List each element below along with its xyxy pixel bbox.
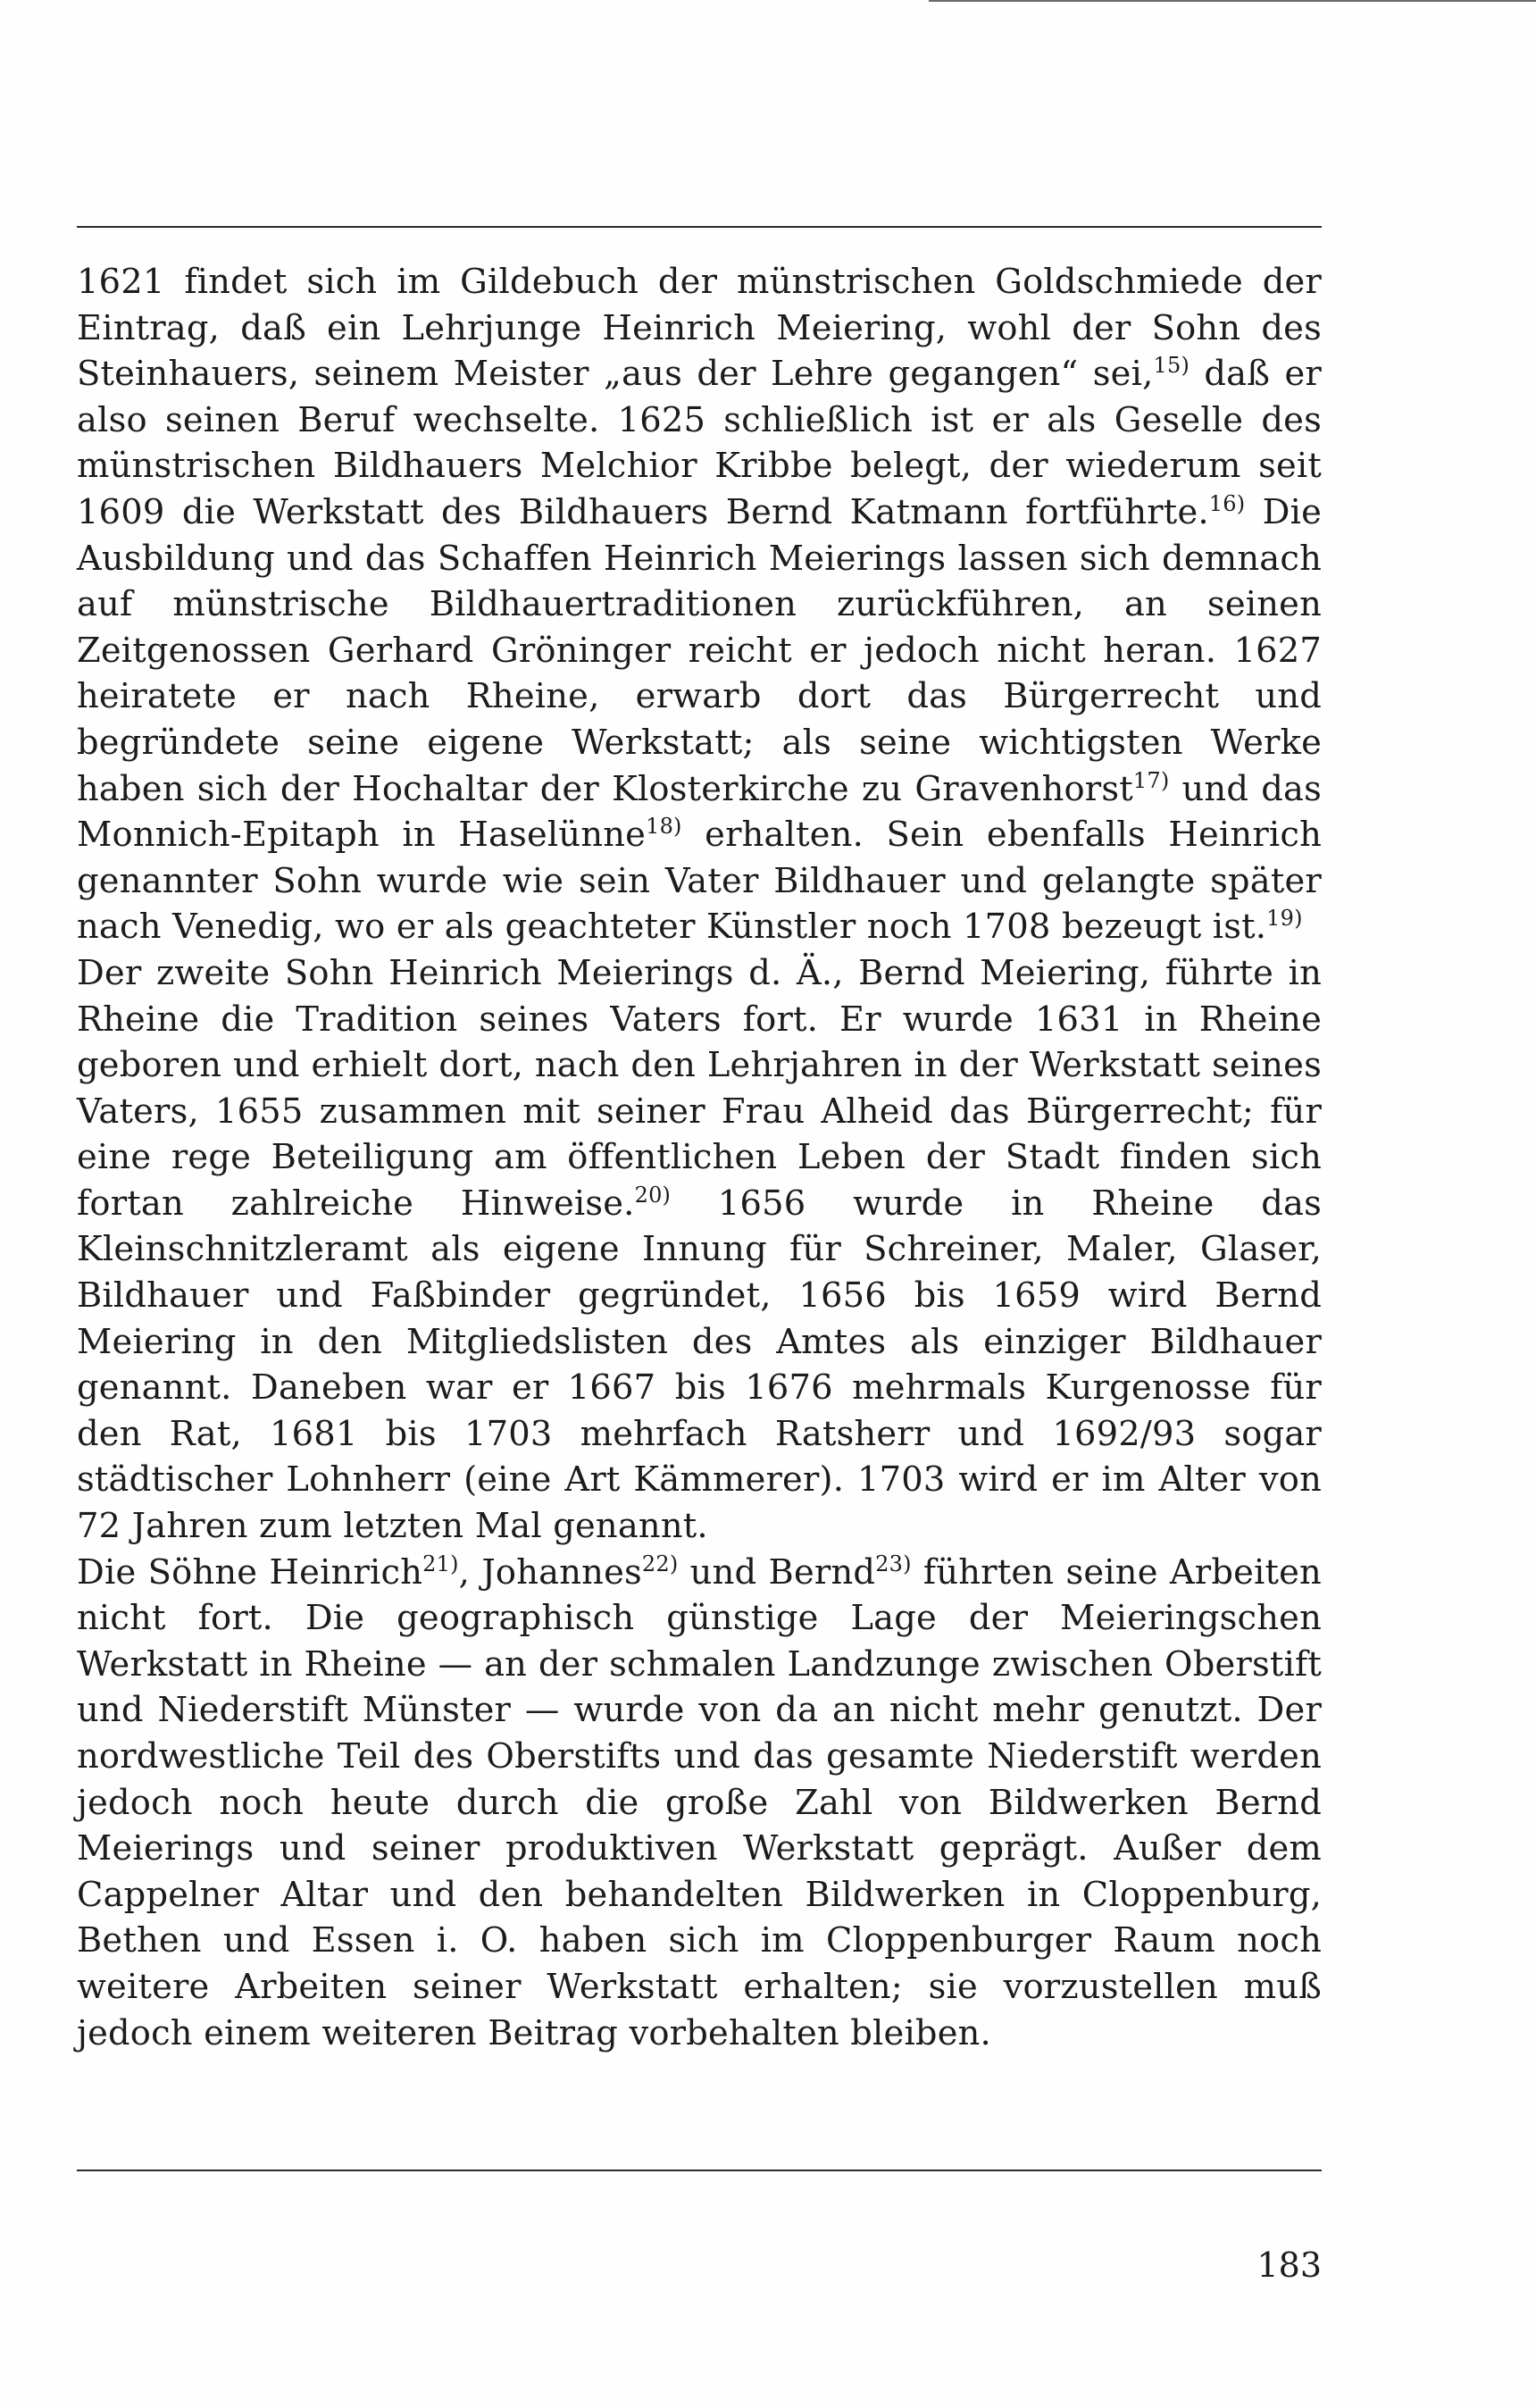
- page-edge-line: [929, 0, 1536, 2]
- footnote-ref-21: 21): [422, 1551, 459, 1576]
- paragraph-1-text-c: Die Ausbildung und das Schaffen Heinrich Meierings lassen sich demnach auf münstrische Bildhauertraditionen zurückführen, an seinen Zeitgenossen Gerhard Gröninger reicht er jedoch nicht heran. 1627 heiratete er nach Rheine, erwarb dort das Bürgerrecht und begründete seine eigene Werkstatt; als seine wichtigsten Werke haben sich der Hochaltar der Klosterkirche zu Gravenhorst: [77, 491, 1322, 809]
- paragraph-3-text-d: führten seine Arbeiten nicht fort. Die geographisch günstige Lage der Meieringschen Werkstatt in Rheine — an der schmalen Landzunge zwischen Oberstift und Niederstift Münster — wurde von da an nicht mehr genutzt. Der nordwestliche Teil des Oberstifts und das gesamte Niederstift werden jedoch noch heute durch die große Zahl von Bildwerken Bernd Meierings und seiner produktiven Werkstatt geprägt. Außer dem Cappelner Altar und den behandelten Bildwerken in Cloppenburg, Bethen und Essen i. O. haben sich im Cloppenburger Raum noch weitere Arbeiten seiner Werkstatt erhalten; sie vorzustellen muß jedoch einem weiteren Beitrag vorbehalten bleiben.: [77, 1551, 1322, 2053]
- paragraph-3: [77, 1550, 1322, 2057]
- footnote-ref-17: 17): [1132, 767, 1170, 793]
- paragraph-1-text-e: erhalten. Sein ebenfalls Heinrich genannter Sohn wurde wie sein Vater Bildhauer und gelangte später nach Venedig, wo er als geachteter Künstler noch 1708 bezeugt ist.: [77, 815, 1322, 948]
- footnote-ref-15: 15): [1153, 353, 1190, 379]
- paragraph-3-text-a: Die Söhne Heinrich: [77, 1551, 423, 1593]
- top-rule: [77, 226, 1322, 228]
- page-number: 183: [1256, 2245, 1322, 2285]
- footnote-ref-22: 22): [641, 1551, 679, 1576]
- footnote-ref-18: 18): [646, 814, 682, 840]
- paragraph-1: [77, 259, 1322, 950]
- bottom-rule: [77, 2170, 1322, 2171]
- paragraph-2: [77, 950, 1322, 1550]
- paragraph-1-text-d: und das Monnich-Epitaph in Haselünne: [77, 768, 1322, 856]
- paragraph-2-text-a: Der zweite Sohn Heinrich Meierings d. Ä., Bernd Meiering, führte in Rheine die Tradition seines Vaters fort. Er wurde 1631 in Rheine geboren und erhielt dort, nach den Lehrjahren in der Werkstatt seines Vaters, 1655 zusammen mit seiner Frau Alheid das Bürgerrecht; für eine rege Beteiligung am öffentlichen Leben der Stadt finden sich fortan zahlreiche Hinweise.: [77, 952, 1322, 1224]
- footnote-ref-16: 16): [1208, 490, 1246, 516]
- footnote-ref-23: 23): [875, 1551, 912, 1576]
- paragraph-1-text-b: daß er also seinen Beruf wechselte. 1625 schließlich ist er als Geselle des münstrischen Bildhauers Melchior Kribbe belegt, der wiederum seit 1609 die Werkstatt des Bildhauers Bernd Katmann fortführte.: [77, 354, 1322, 532]
- paragraph-1-text-a: 1621 findet sich im Gildebuch der münstrischen Goldschmiede der Eintrag, daß ein Lehrjunge Heinrich Meiering, wohl der Sohn des Steinhauers, seinem Meister „aus der Lehre gegangen“ sei,: [77, 262, 1322, 395]
- footnote-ref-20: 20): [634, 1182, 672, 1208]
- paragraph-2-text-b: 1656 wurde in Rheine das Kleinschnitzleramt als eigene Innung für Schreiner, Maler, Glaser, Bildhauer und Faßbinder gegründet, 1656 bis 1659 wird Bernd Meiering in den Mitgliedslisten des Amtes als einziger Bildhauer genannt. Daneben war er 1667 bis 1676 mehrmals Kurgenosse für den Rat, 1681 bis 1703 mehrfach Ratsherr und 1692/93 sogar städtischer Lohnherr (eine Art Kämmerer). 1703 wird er im Alter von 72 Jahren zum letzten Mal genannt.: [77, 1183, 1322, 1547]
- paragraph-3-text-c: und Bernd: [678, 1551, 876, 1593]
- paragraph-3-text-b: , Johannes: [458, 1551, 642, 1593]
- body-text: [77, 259, 1322, 2056]
- footnote-ref-19: 19): [1266, 906, 1303, 932]
